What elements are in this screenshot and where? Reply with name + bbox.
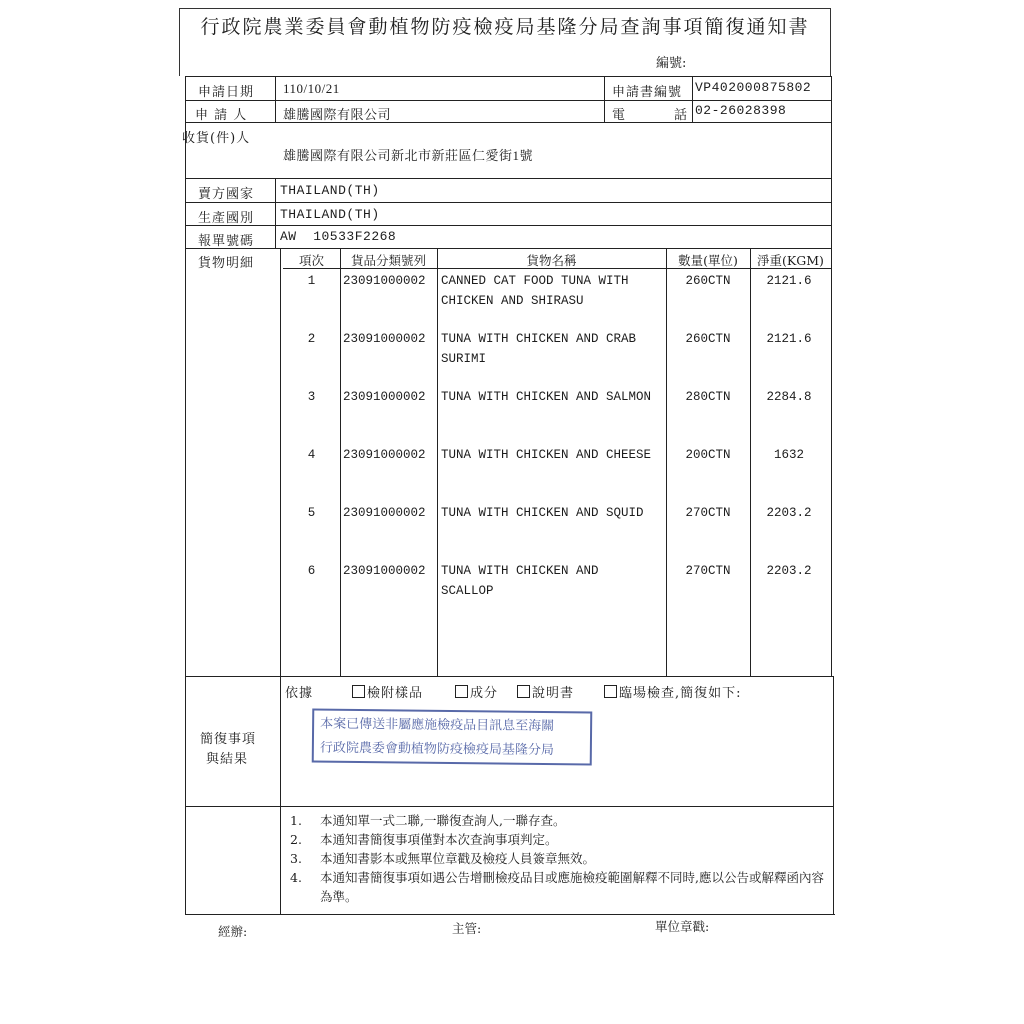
row-name: TUNA WITH CHICKEN AND CRAB SURIMI xyxy=(441,332,637,366)
checkbox-box[interactable] xyxy=(455,685,468,698)
header-goods-name: 貨物名稱 xyxy=(526,253,577,268)
row-qty: 200CTN xyxy=(685,448,731,462)
checkbox-box[interactable] xyxy=(517,685,530,698)
row-no: 1 xyxy=(307,274,316,288)
rule xyxy=(185,76,186,914)
row-qty: 270CTN xyxy=(685,506,731,520)
doc-number-label: 編號: xyxy=(656,56,687,71)
note-4-num: 4. xyxy=(290,870,302,885)
row-code: 23091000002 xyxy=(343,448,426,462)
row-name: TUNA WITH CHICKEN AND SCALLOP xyxy=(441,564,599,598)
row-name: TUNA WITH CHICKEN AND SQUID xyxy=(441,506,644,520)
rule xyxy=(185,225,831,226)
checkbox-box[interactable] xyxy=(604,685,617,698)
note-3-num: 3. xyxy=(290,851,302,866)
checkbox-sample[interactable] xyxy=(352,682,423,701)
rule xyxy=(185,676,833,677)
row-no: 6 xyxy=(307,564,316,578)
apply-date-label: 申請日期 xyxy=(198,85,255,100)
stamp-line-1: 本案已傳送非屬應施檢疫品目訊息至海關 xyxy=(320,716,555,735)
rule xyxy=(275,178,276,248)
checkbox-box[interactable] xyxy=(352,685,365,698)
header-net-weight: 淨重(KGM) xyxy=(757,253,824,268)
stamp-line-2: 行政院農委會動植物防疫檢疫局基隆分局 xyxy=(319,740,554,759)
applicant-label: 申 請 人 xyxy=(195,108,248,123)
unit-seal-label: 單位章戳: xyxy=(655,919,710,934)
row-no: 3 xyxy=(307,390,316,404)
row-qty: 260CTN xyxy=(685,332,731,346)
note-1-text: 本通知單一式二聯,一聯復查詢人,一聯存查。 xyxy=(320,813,566,828)
checkbox-manual[interactable] xyxy=(517,682,574,701)
row-no: 5 xyxy=(307,506,316,520)
rule xyxy=(185,100,831,101)
seller-country-label: 賣方國家 xyxy=(198,187,255,202)
result-label-1: 簡復事項 xyxy=(200,732,257,747)
checkbox-manual-label: 說明書 xyxy=(532,686,575,701)
checkbox-sample-label: 檢附樣品 xyxy=(367,686,424,701)
note-3-text: 本通知書影本或無單位章戳及檢疫人員簽章無效。 xyxy=(320,851,596,866)
rule xyxy=(604,76,605,122)
application-no-label: 申請書編號 xyxy=(612,85,683,100)
note-2-num: 2. xyxy=(290,832,302,847)
rule xyxy=(185,178,831,179)
application-no-value: VP402000875802 xyxy=(695,80,812,95)
origin-label: 生產國別 xyxy=(198,211,255,226)
rule xyxy=(185,248,831,249)
checkbox-ingredients[interactable] xyxy=(455,682,498,701)
row-qty: 280CTN xyxy=(685,390,731,404)
row-weight: 1632 xyxy=(773,448,804,462)
supervisor-signature-label: 主管: xyxy=(452,921,482,936)
row-no: 2 xyxy=(307,332,316,346)
rule xyxy=(185,76,831,77)
consignee-label: 收貨(件)人 xyxy=(182,131,251,146)
result-label-2: 與結果 xyxy=(206,752,249,767)
row-qty: 270CTN xyxy=(685,564,731,578)
rule xyxy=(692,76,693,122)
declaration-value: AW 10533F2268 xyxy=(280,229,397,244)
apply-date-value: 110/10/21 xyxy=(283,81,340,96)
note-1-num: 1. xyxy=(290,813,302,828)
row-code: 23091000002 xyxy=(343,506,426,520)
origin-value: THAILAND(TH) xyxy=(280,207,380,222)
applicant-value: 雄騰國際有限公司 xyxy=(283,107,392,122)
header-hs-code: 貨品分類號列 xyxy=(350,253,426,268)
row-code: 23091000002 xyxy=(343,332,426,346)
header-item-no: 項次 xyxy=(298,253,324,268)
row-weight: 2203.2 xyxy=(766,506,812,520)
rule xyxy=(185,202,831,203)
document-title: 行政院農業委員會動植物防疫檢疫局基隆分局查詢事項簡復通知書 xyxy=(200,16,810,38)
row-code: 23091000002 xyxy=(343,274,426,288)
row-code: 23091000002 xyxy=(343,390,426,404)
rule xyxy=(275,76,276,122)
note-2-text: 本通知書簡復事項僅對本次查詢事項判定。 xyxy=(320,832,558,847)
rule xyxy=(833,676,834,914)
row-name: CANNED CAT FOOD TUNA WITH CHICKEN AND SHIRASU xyxy=(441,274,629,308)
row-code: 23091000002 xyxy=(343,564,426,578)
phone-label-2: 話 xyxy=(674,108,689,123)
row-qty: 260CTN xyxy=(685,274,731,288)
phone-value: 02-26028398 xyxy=(695,103,787,118)
blue-stamp xyxy=(312,709,593,766)
checkbox-onsite[interactable] xyxy=(604,682,742,701)
rule xyxy=(185,122,831,123)
rule xyxy=(185,806,833,807)
phone-label-1: 電 xyxy=(612,108,627,123)
seller-country-value: THAILAND(TH) xyxy=(280,183,380,198)
rule xyxy=(280,248,281,914)
rule xyxy=(437,248,438,676)
rule xyxy=(185,914,835,915)
note-4-text: 本通知書簡復事項如遇公告增刪檢疫品目或應施檢疫範圍解釋不同時,應以公告或解釋函內容為準。 xyxy=(320,870,824,904)
row-name: TUNA WITH CHICKEN AND CHEESE xyxy=(441,448,652,462)
row-weight: 2121.6 xyxy=(766,332,812,346)
header-quantity: 數量(單位) xyxy=(678,253,738,268)
rule xyxy=(340,248,341,676)
row-name: TUNA WITH CHICKEN AND SALMON xyxy=(441,390,652,404)
row-no: 4 xyxy=(307,448,316,462)
declaration-label: 報單號碼 xyxy=(198,234,255,249)
goods-label: 貨物明細 xyxy=(198,256,255,271)
row-weight: 2284.8 xyxy=(766,390,812,404)
row-weight: 2203.2 xyxy=(766,564,812,578)
rule xyxy=(831,76,832,676)
handler-signature-label: 經辦: xyxy=(218,924,248,939)
consignee-value: 雄騰國際有限公司新北市新莊區仁愛街1號 xyxy=(283,148,534,163)
checkbox-ingredients-label: 成分 xyxy=(470,686,499,701)
row-weight: 2121.6 xyxy=(766,274,812,288)
checkbox-onsite-label: 臨場檢查,簡復如下: xyxy=(619,686,742,701)
basis-label: 依據 xyxy=(285,686,314,701)
